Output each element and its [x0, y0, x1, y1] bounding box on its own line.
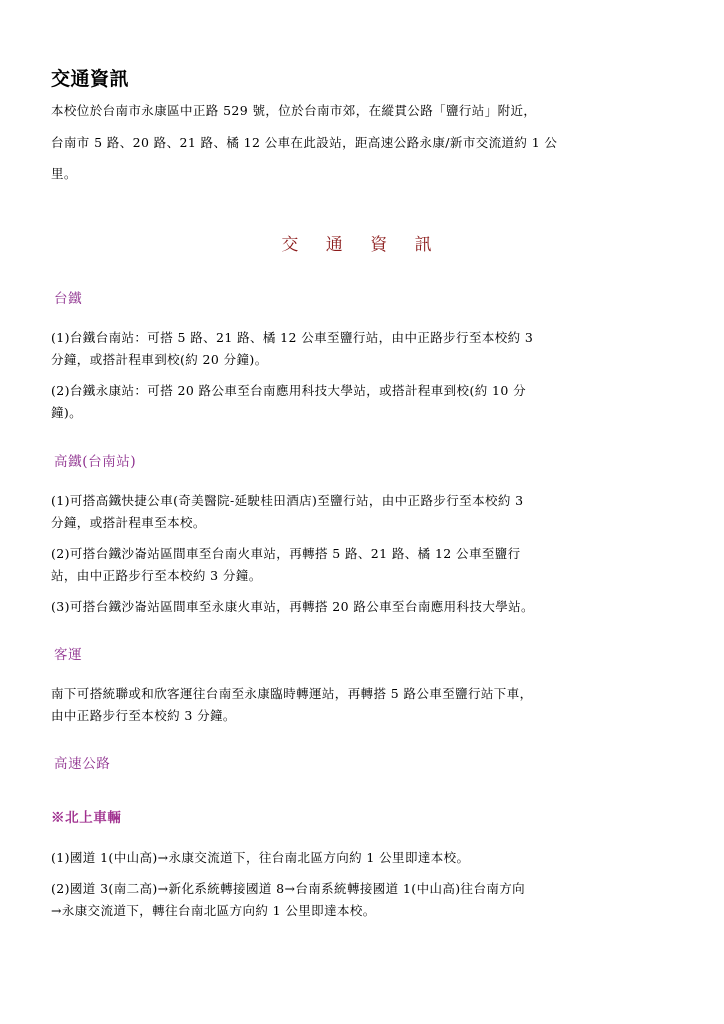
coach-item-1-line-2: 由中正路步行至本校約 3 分鐘。	[51, 708, 236, 723]
section-title-freeway: 高速公路	[54, 756, 111, 772]
hsr-item-1-line-1: (1)可搭高鐵快捷公車(奇美醫院-延駛桂田酒店)至鹽行站，由中正路步行至本校約 3	[51, 493, 524, 508]
intro-line-3: 里。	[51, 166, 77, 181]
section-title-coach: 客運	[54, 647, 83, 663]
page-heading: 交通資訊	[51, 68, 130, 90]
hsr-item-3-line-1: (3)可搭台鐵沙崙站區間車至永康火車站，再轉搭 20 路公車至台南應用科技大學站。	[51, 599, 534, 614]
rail-item-1-line-2: 分鐘，或搭計程車到校(約 20 分鐘)。	[51, 352, 268, 367]
hsr-item-2-line-2: 站，由中正路步行至本校約 3 分鐘。	[51, 568, 262, 583]
rail-item-2-line-1: (2)台鐵永康站：可搭 20 路公車至台南應用科技大學站，或搭計程車到校(約 10 分	[51, 383, 526, 398]
hsr-item-1-line-2: 分鐘，或搭計程車至本校。	[51, 515, 206, 530]
center-title: 交 通 資 訊	[281, 235, 443, 255]
section-title-hsr: 高鐵(台南站)	[54, 454, 137, 470]
rail-item-2-line-2: 鐘)。	[51, 405, 83, 420]
freeway-item-1-line-1: (1)國道 1(中山高)→永康交流道下，往台南北區方向約 1 公里即達本校。	[51, 850, 470, 865]
coach-item-1-line-1: 南下可搭統聯或和欣客運往台南至永康臨時轉運站，再轉搭 5 路公車至鹽行站下車，	[51, 686, 533, 701]
hsr-item-2-line-1: (2)可搭台鐵沙崙站區間車至台南火車站，再轉搭 5 路、21 路、橘 12 公車至鹽行	[51, 546, 521, 561]
intro-line-2: 台南市 5 路、20 路、21 路、橘 12 公車在此設站，距高速公路永康/新市交流道約 1 公	[51, 135, 558, 150]
section-title-rail: 台鐵	[54, 291, 83, 307]
freeway-item-2-line-2: →永康交流道下，轉往台南北區方向約 1 公里即達本校。	[51, 903, 376, 918]
intro-line-1: 本校位於台南市永康區中正路 529 號，位於台南市郊，在縱貫公路「鹽行站」附近，	[51, 103, 537, 118]
freeway-subtitle-northbound: ※北上車輛	[51, 810, 122, 826]
rail-item-1-line-1: (1)台鐵台南站：可搭 5 路、21 路、橘 12 公車至鹽行站，由中正路步行至本校約 3	[51, 330, 534, 345]
freeway-item-2-line-1: (2)國道 3(南二高)→新化系統轉接國道 8→台南系統轉接國道 1(中山高)往台南方向	[51, 881, 526, 896]
